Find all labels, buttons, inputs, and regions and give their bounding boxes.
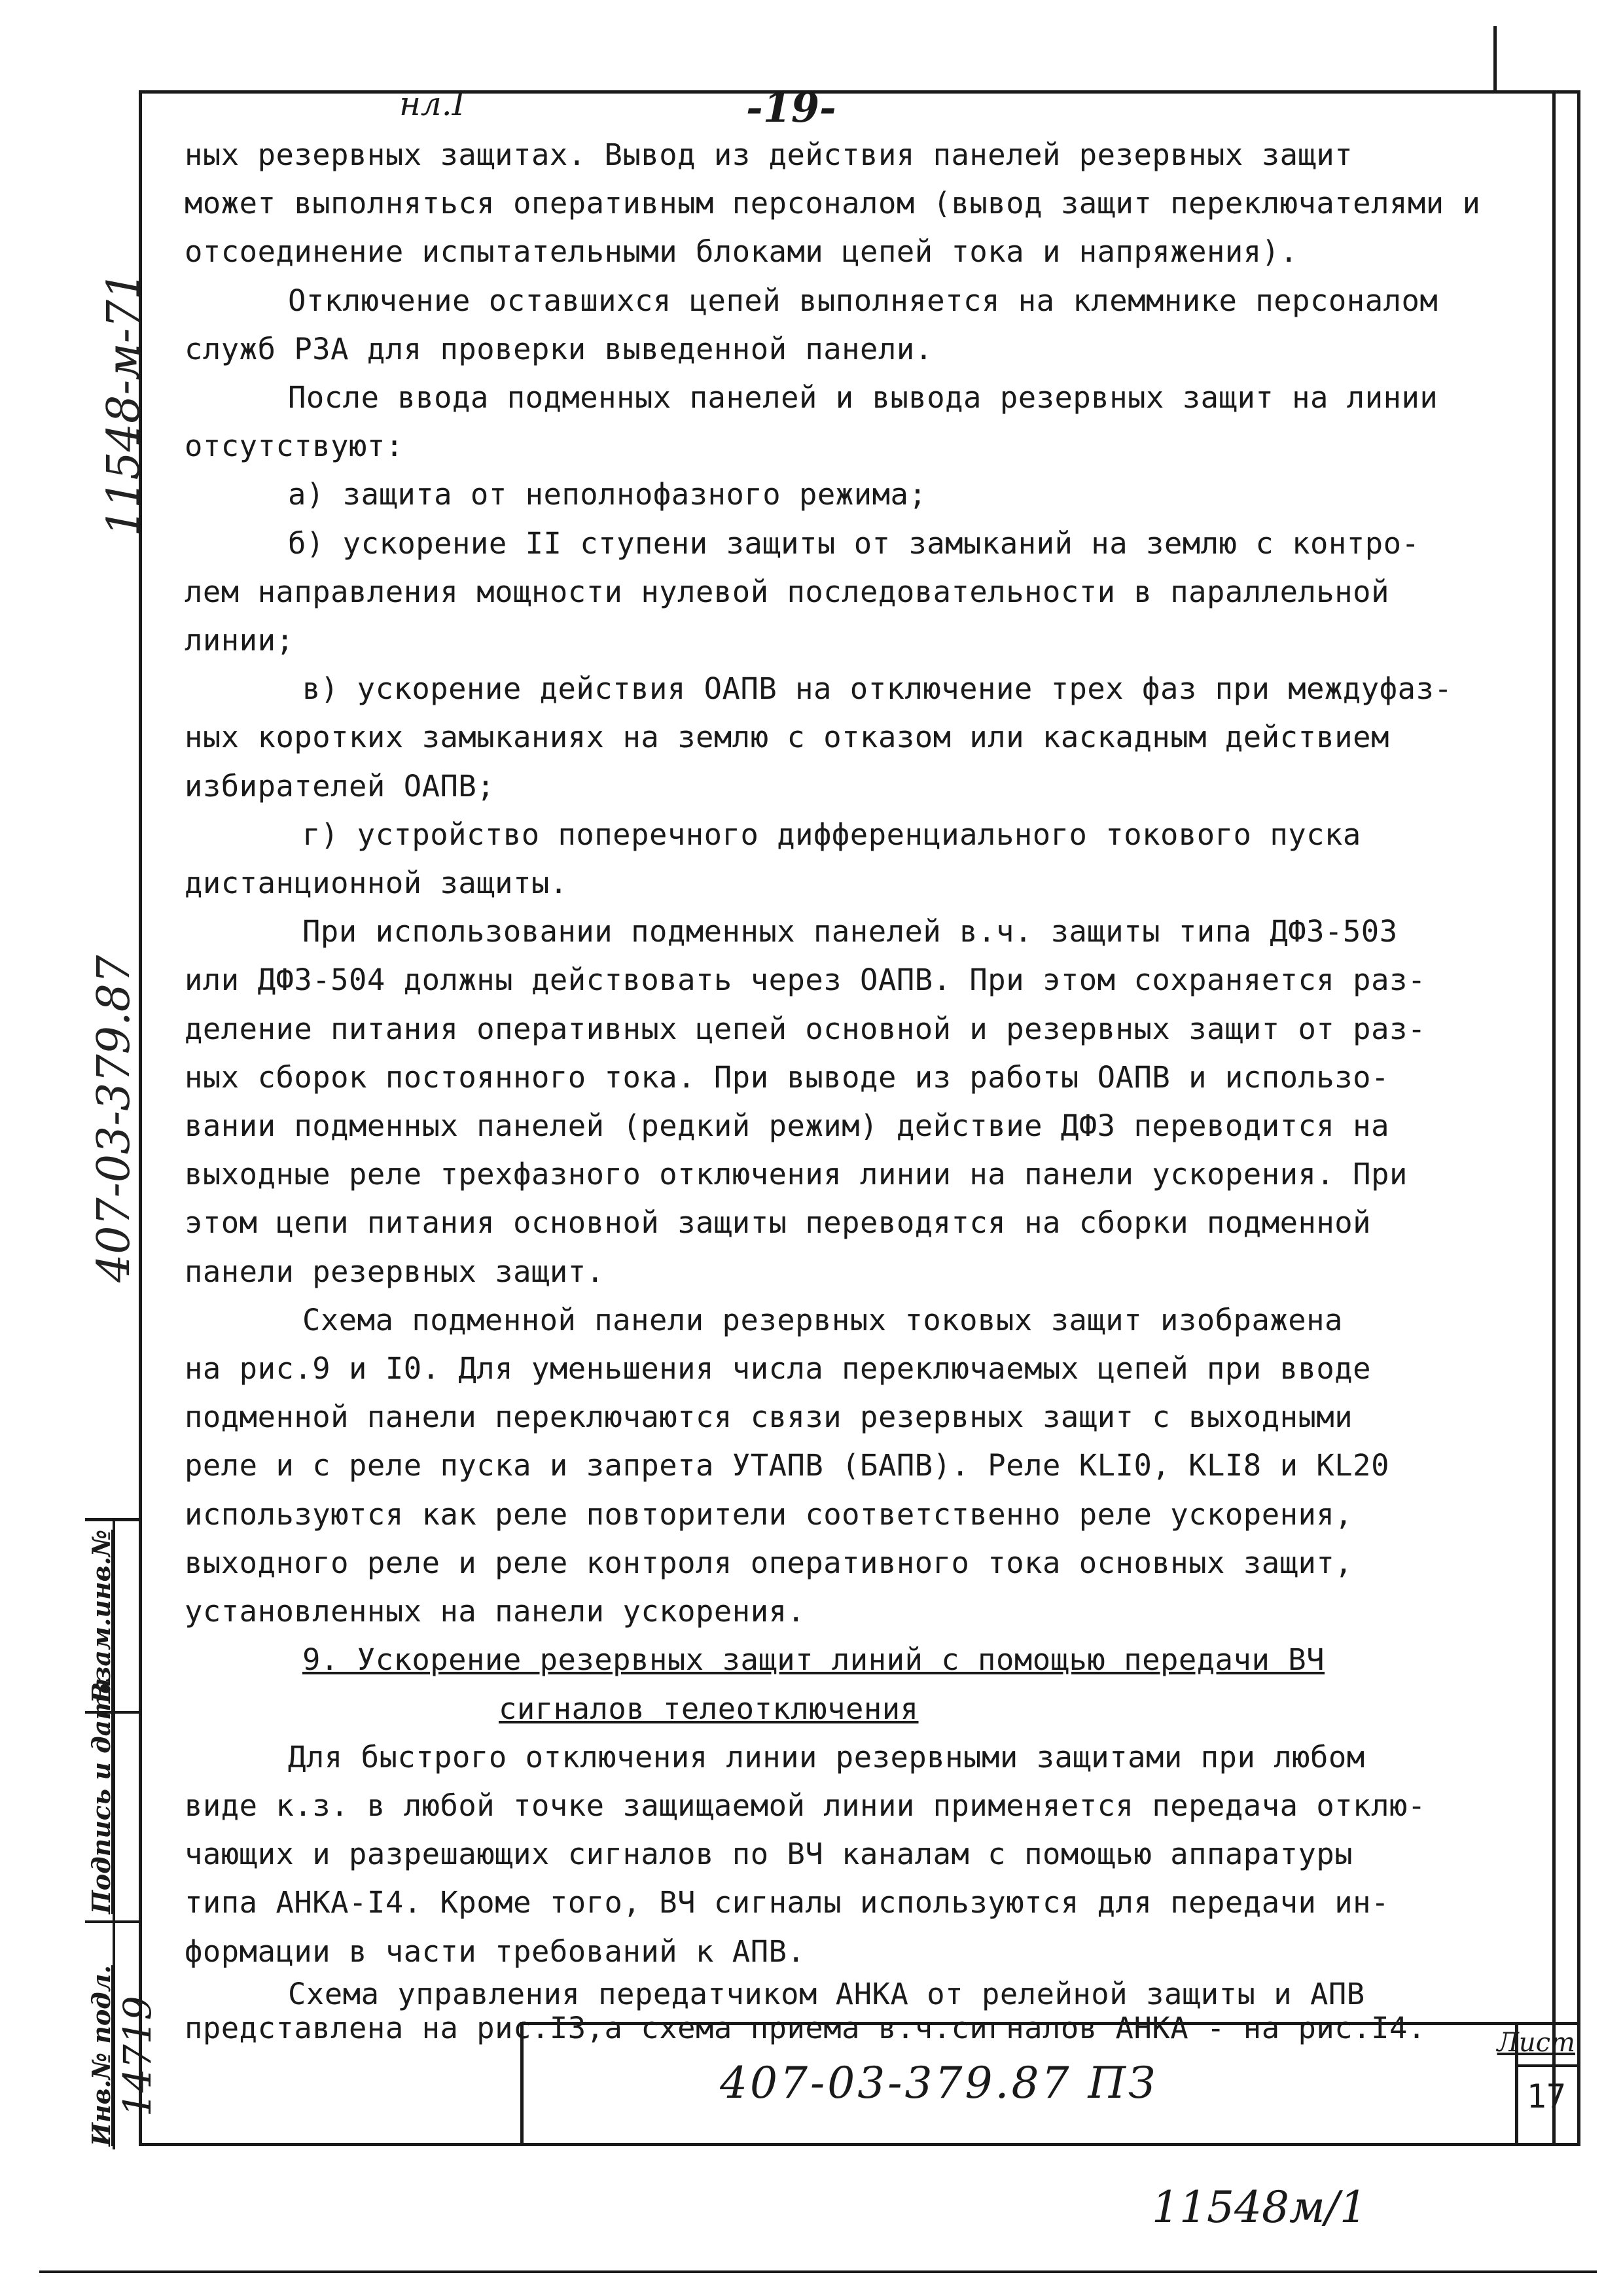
section-heading-line2: сигналов телеотключения [499,1691,919,1726]
bottom-cut-line [39,2270,1597,2273]
text-line: может выполняться оперативным персоналом (вывод защит переключателями и [185,186,1481,221]
text-line: отсутствуют: [185,429,404,464]
list-item: б) ускорение II ступени защиты от замыканий на землю с контро- [288,525,1420,561]
text-line: реле и с реле пуска и запрета УТАПВ (БАПВ). Реле KLI0, KLI8 и KL20 [185,1448,1389,1483]
side-stamp-middle: 407-03-379.87 [88,955,140,1282]
text-line: дистанционной защиты. [185,866,568,901]
list-item: г) устройство поперечного дифференциального токового пуска [302,817,1361,852]
section-heading: 9. Ускорение резервных защит линий с помощью передачи ВЧ [302,1642,1325,1678]
text-line: используются как реле повторители соответственно реле ускорения, [185,1496,1353,1532]
text-line: Для быстрого отключения линии резервными защитами при любом [288,1739,1365,1775]
text-line: Схема управления передатчиком АНКА от релейной защиты и АПВ [288,1976,1365,2011]
text-line: отсоединение испытательными блоками цепей тока и напряжения). [185,234,1298,270]
handwritten-signature-number: 11548м/1 [1152,2182,1367,2233]
text-line: линии; [185,623,294,658]
text-line: панели резервных защит. [185,1254,605,1289]
right-frame-inner-line [1552,90,1556,2146]
text-line: типа АНКА-I4. Кроме того, ВЧ сигналы используются для передачи ин- [185,1885,1389,1920]
document-code: 407-03-379.87 ПЗ [720,2058,1158,2108]
text-line: деление питания оперативных цепей основной и резервных защит от раз- [185,1011,1426,1046]
sign-date-label: Подпись и дата [86,1677,116,1914]
text-line: или ДФЗ-504 должны действовать через ОАПВ. При этом сохраняется раз- [185,963,1426,998]
text-line: После ввода подменных панелей и вывода резервных защит на линии [288,380,1438,415]
sheet-divider [1515,2064,1580,2067]
vzam-inv-label: Взам.инв.№ [86,1529,116,1703]
handwritten-top-note: нл.I [399,85,465,123]
list-item: а) защита от неполнофазного режима; [288,477,927,512]
text-line: представлена на рис.I3,а схема приема в.ч.сигналов АНКА - на рис.I4. [185,2010,1426,2045]
text-line: ных коротких замыканиях на землю с отказом или каскадным действием [185,720,1389,755]
top-right-frame-line [1493,26,1497,92]
text-line: выходные реле трехфазного отключения линии на панели ускорения. При [185,1157,1408,1192]
text-line: Схема подменной панели резервных токовых защит изображена [302,1302,1343,1337]
sheet-label: Лист [1497,2028,1575,2058]
text-line: подменной панели переключаются связи резервных защит с выходными [185,1400,1353,1435]
page-number: -19- [746,84,836,132]
body-text [185,131,1539,2044]
text-line: этом цепи питания основной защиты переводятся на сборки подменной [185,1205,1372,1241]
text-line: чающих и разрешающих сигналов по ВЧ каналам с помощью аппаратуры [185,1837,1353,1872]
text-line: вании подменных панелей (редкий режим) действие ДФЗ переводится на [185,1108,1389,1144]
text-line: выходного реле и реле контроля оперативного тока основных защит, [185,1545,1353,1580]
side-stamp-top: 11548-м-71 [98,271,150,537]
text-line: установленных на панели ускорения. [185,1594,806,1629]
list-item: в) ускорение действия ОАПВ на отключение трех фаз при междуфаз- [302,671,1453,707]
text-line: избирателей ОАПВ; [185,768,495,804]
text-line: При использовании подменных панелей в.ч. защиты типа ДФЗ-503 [302,914,1398,949]
title-block [520,2022,1580,2146]
text-line: Отключение оставшихся цепей выполняется на клеммнике персоналом [288,283,1438,318]
text-line: формации в части требований к АПВ. [185,1934,806,1969]
left-stamp-column [85,1518,160,2146]
sheet-number: 17 [1526,2077,1566,2115]
left-stamp-cell-border [85,1920,139,1923]
inv-no-podl-label: Инв.№ подл. [86,1965,116,2146]
text-line: на рис.9 и I0. Для уменьшения числа переключаемых цепей при вводе [185,1351,1372,1386]
inv-no-podl-value: 14719 [115,1996,160,2117]
text-line: ных сборок постоянного тока. При выводе из работы ОАПВ и использо- [185,1059,1389,1095]
text-line: служб РЗА для проверки выведенной панели. [185,331,933,366]
text-line: виде к.з. в любой точке защищаемой линии применяется передача отклю- [185,1788,1426,1823]
text-line: ных резервных защитах. Вывод из действия панелей резервных защит [185,137,1353,172]
text-line: лем направления мощности нулевой последовательности в параллельной [185,574,1389,609]
